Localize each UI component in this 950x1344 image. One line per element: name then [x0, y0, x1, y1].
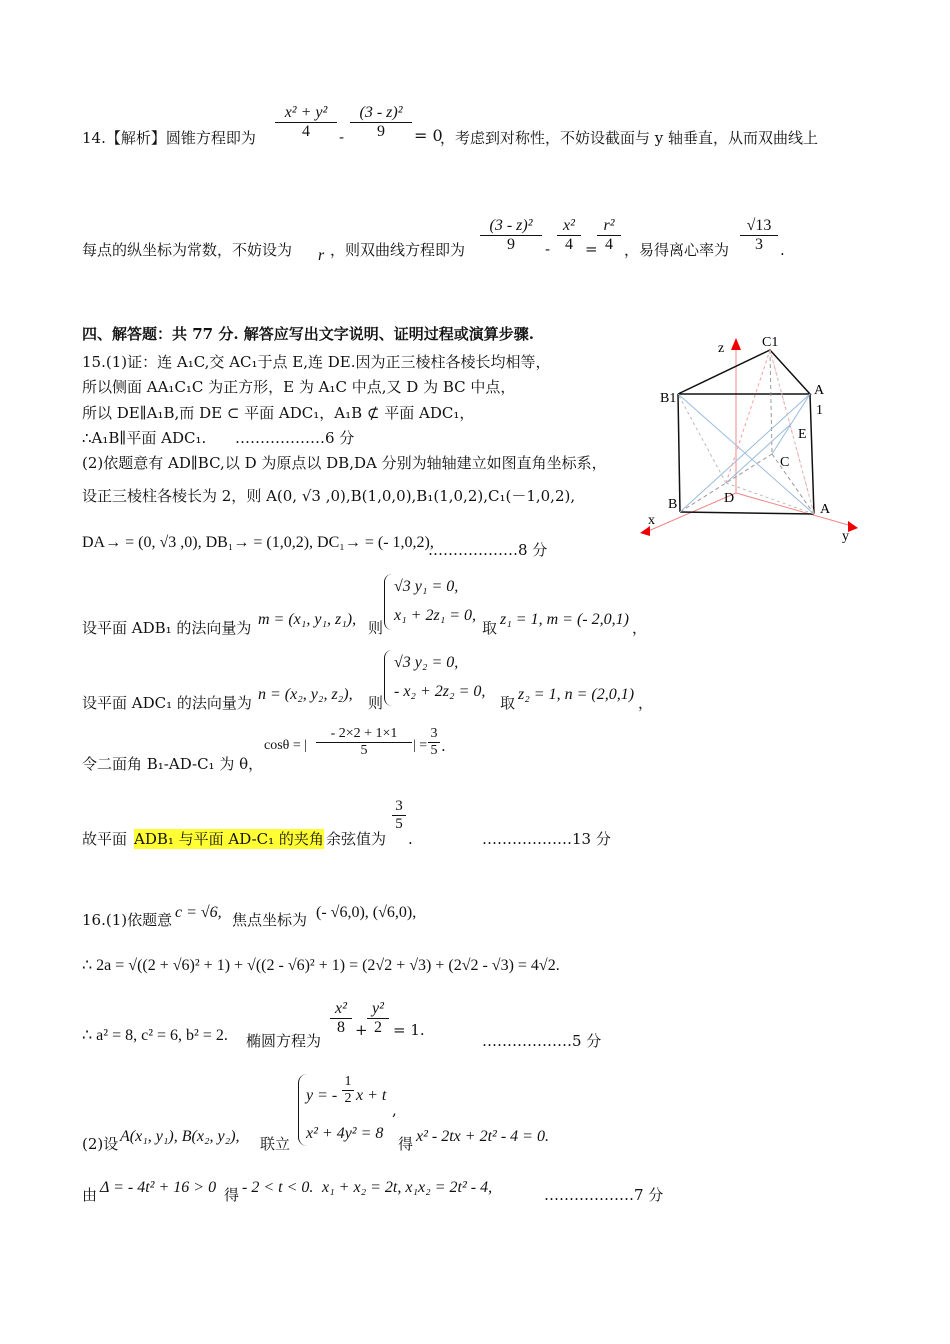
q15-line-11-score: ………………13 分 [482, 830, 611, 848]
label-x: x [648, 513, 655, 528]
q15-line-1: 15.(1)证：连 A₁C,交 AC₁于点 E,连 DE.因为正三棱柱各棱长均相等， [82, 353, 551, 371]
y-axis [736, 493, 852, 526]
q16-ellipse-eq: = 1. [393, 1021, 425, 1039]
q14-frac-1-den: 4 [302, 123, 310, 140]
q15-m-system-brace [384, 574, 393, 630]
q15-n-system-1: √3 y₂ = 0, [394, 654, 459, 671]
q15-line-11-highlight: ADB₁ 与平面 AD-C₁ 的夹角 [134, 830, 324, 848]
z-axis-arrow [731, 338, 741, 350]
q15-cos-lhs: cosθ = | [264, 738, 308, 753]
q15-cos-den: 5 [360, 743, 368, 758]
q16-line-5-get: 得 [224, 1186, 240, 1204]
q16-delta: Δ = - 4t² + 16 > 0 [100, 1179, 217, 1196]
q15-m-system-2: x₁ + 2z₁ = 0, [394, 607, 477, 624]
q15-cos-result-den: 5 [430, 743, 438, 758]
q14-line1-suffix: ，考虑到对称性，不妨设截面与 y 轴垂直，从而双曲线上 [440, 129, 819, 147]
q14-hyp-eq: = [585, 240, 598, 258]
q15-line-9-take: 取 [500, 694, 516, 712]
q15-cos-result [428, 726, 440, 759]
q14-ecc-num: √13 [746, 217, 772, 234]
edge-a1-a [810, 394, 814, 514]
q15-cos-frac [316, 726, 412, 759]
q15-m-system-1: √3 y₁ = 0, [394, 578, 459, 595]
diag-d-b1 [678, 394, 726, 483]
q16-t-range: - 2 < t < 0. [242, 1179, 314, 1196]
section-4-title: 四、解答题：共 77 分. 解答应写出文字说明、证明过程或演算步骤. [82, 325, 534, 343]
q14-ecc-frac [740, 217, 778, 254]
label-e: E [798, 427, 807, 442]
q14-frac-2-num: (3 - z)² [359, 104, 403, 121]
q16-line-1-mid: 焦点坐标为 [232, 911, 308, 929]
label-a: A [820, 502, 831, 517]
q16-line-5-prefix: 由 [82, 1186, 98, 1204]
q15-line-11-prefix: 故平面 [82, 830, 128, 848]
label-b1: B1 [660, 391, 677, 406]
label-a1: A [814, 383, 825, 398]
q15-line-6: 设正三棱柱各棱长为 2，则 A(0, √3 ,0),B(1,0,0),B₁(1,0,2),C₁(－1,0,2), [82, 487, 576, 505]
q16-line-1-prefix: 16.(1)依题意 [82, 911, 173, 929]
q14-line2-tail: ，易得离心率为 [624, 241, 730, 259]
q15-line-7-score: ………………8 分 [428, 541, 548, 559]
q16-system-frac [342, 1074, 354, 1107]
q15-final-frac [392, 798, 406, 833]
y-axis-arrow [848, 521, 858, 532]
q14-frac-2-den: 9 [377, 123, 385, 140]
q16-system-2: x² + 4y² = 8 [306, 1125, 384, 1142]
q15-n-vector: n = (x₂, y₂, z₂), [258, 686, 353, 703]
q15-n-system-2: - x₂ + 2z₂ = 0, [394, 683, 486, 700]
q16-points: A(x₁, y₁), B(x₂, y₂), [120, 1128, 240, 1145]
q15-line-9-comma: ， [638, 694, 654, 712]
q15-line-8-take: 取 [482, 619, 498, 637]
q14-ecc-den: 3 [755, 236, 763, 253]
label-y: y [842, 529, 849, 544]
q16-ellipse-den-2: 2 [374, 1019, 382, 1036]
q14-period: . [780, 241, 785, 259]
q15-line-2: 所以侧面 AA₁C₁C 为正方形，E 为 A₁C 中点,又 D 为 BC 中点， [82, 378, 516, 396]
q15-m-vector: m = (x₁, y₁, z₁), [258, 611, 357, 628]
q15-cos-num: - 2×2 + 1×1 [330, 726, 398, 741]
q16-system-1b: x + t [356, 1087, 387, 1104]
label-d: D [724, 491, 735, 506]
q15-line-8-prefix: 设平面 ADB₁ 的法向量为 [82, 619, 252, 637]
label-c: C [780, 455, 790, 470]
diag-d-a [726, 483, 814, 514]
q14-hyp-den-3: 4 [605, 236, 613, 253]
q15-line-11-suffix: 余弦值为 [326, 830, 387, 848]
q15-cos-result-num: 3 [430, 726, 438, 741]
q14-hyp-frac-1 [480, 217, 542, 254]
q14-hyp-den-1: 9 [507, 236, 515, 253]
q14-line1-prefix: 14.【解析】圆锥方程即为 [82, 129, 256, 147]
q16-system-1c: , [392, 1101, 397, 1119]
q14-frac-1 [275, 104, 337, 141]
q16-line-2: ∴ 2a = √((2 + √6)² + 1) + √((2 - √6)² + 1) = (2√2 + √3) + (2√2 - √3) = 4√2. [82, 957, 560, 974]
q16-vieta: x₁ + x₂ = 2t, x₁x₂ = 2t² - 4, [322, 1179, 493, 1196]
edge-b-a [680, 512, 814, 514]
q15-line-10: 令二面角 B₁-AD-C₁ 为 θ， [82, 755, 264, 773]
label-z: z [718, 341, 725, 356]
q15-m-result: z₁ = 1, m = (- 2,0,1) [500, 611, 629, 628]
q15-final-den: 5 [395, 816, 403, 832]
q15-line-5: (2)依题意有 AD∥BC,以 D 为原点以 DB,DA 分别为轴轴建立如图直角坐标系， [82, 454, 607, 472]
q15-final-num: 3 [395, 798, 403, 814]
q16-line-3-mid: 椭圆方程为 [246, 1032, 322, 1050]
q16-ellipse-frac-1 [330, 1000, 352, 1037]
q16-line-4-prefix: (2)设 [82, 1135, 119, 1153]
q16-line-4-mid: 联立 [260, 1135, 291, 1153]
q15-line-8-comma: ， [632, 619, 648, 637]
q15-line-9-then: 则 [368, 694, 384, 712]
q14-line2-prefix: 每点的纵坐标为常数，不妨设为 [82, 241, 293, 259]
q14-hyp-num-3: r² [603, 217, 615, 234]
label-a1-sub: 1 [816, 403, 823, 418]
diag-a1-b [680, 394, 810, 512]
q16-line-3-score: ………………5 分 [482, 1032, 602, 1050]
edge-c1-c [770, 350, 772, 454]
edge-b1-b [678, 394, 680, 512]
q16-ellipse-frac-2 [367, 1000, 389, 1037]
q15-line-9-prefix: 设平面 ADC₁ 的法向量为 [82, 694, 252, 712]
q15-line-7-vectors: DA→ = (0, √3 ,0), DB₁→ = (1,0,2), DC₁→ = (- 1,0,2), [82, 534, 434, 551]
q14-r: r [318, 247, 325, 264]
q14-hyp-num-1: (3 - z)² [489, 217, 533, 234]
q16-system-frac-den: 2 [344, 1091, 352, 1106]
q16-ellipse-plus: + [355, 1021, 368, 1039]
q16-line-3-prefix: ∴ a² = 8, c² = 6, b² = 2. [82, 1027, 228, 1044]
q15-line-4: ∴A₁B∥平面 ADC₁. [82, 429, 207, 447]
prism-figure [630, 328, 870, 548]
q14-line2-mid: ，则双曲线方程即为 [330, 241, 466, 259]
q14-minus: - [339, 128, 345, 146]
prism-top-face [678, 350, 810, 394]
q15-cos-dot: . [441, 737, 446, 755]
q16-c-value: c = √6, [175, 904, 222, 921]
q14-frac-2 [350, 104, 412, 141]
q14-hyp-minus: - [545, 240, 551, 258]
q14-hyp-frac-3 [597, 217, 621, 254]
q14-hyp-den-2: 4 [565, 236, 573, 253]
q15-line-11-dot: . [408, 830, 413, 848]
q15-n-result: z₂ = 1, n = (2,0,1) [518, 686, 635, 703]
q14-hyp-frac-2 [557, 217, 581, 254]
label-c1: C1 [762, 335, 779, 350]
q16-system-frac-num: 1 [344, 1074, 352, 1089]
q16-ellipse-den-1: 8 [337, 1019, 345, 1036]
q14-eq-zero: = 0 [414, 126, 443, 145]
q16-line-4-get: 得 [398, 1135, 414, 1153]
q14-hyp-num-2: x² [563, 217, 575, 234]
q16-quadratic: x² - 2tx + 2t² - 4 = 0. [416, 1128, 549, 1145]
q16-foci: (- √6,0), (√6,0), [316, 904, 417, 921]
q15-line-3: 所以 DE∥A₁B,而 DE ⊂ 平面 ADC₁，A₁B ⊄ 平面 ADC₁， [82, 404, 475, 422]
q16-line-5-score: ………………7 分 [544, 1186, 664, 1204]
q16-system-1a: y = - [306, 1087, 338, 1104]
q16-ellipse-num-2: y² [372, 1000, 384, 1017]
q14-frac-1-num: x² + y² [284, 104, 328, 121]
label-b: B [668, 497, 678, 512]
q15-n-system-brace [384, 650, 393, 706]
q15-cos-mid: | = [413, 738, 428, 753]
q16-ellipse-num-1: x² [335, 1000, 347, 1017]
q15-line-4-score: ………………6 分 [235, 429, 355, 447]
q15-line-8-then: 则 [368, 619, 384, 637]
